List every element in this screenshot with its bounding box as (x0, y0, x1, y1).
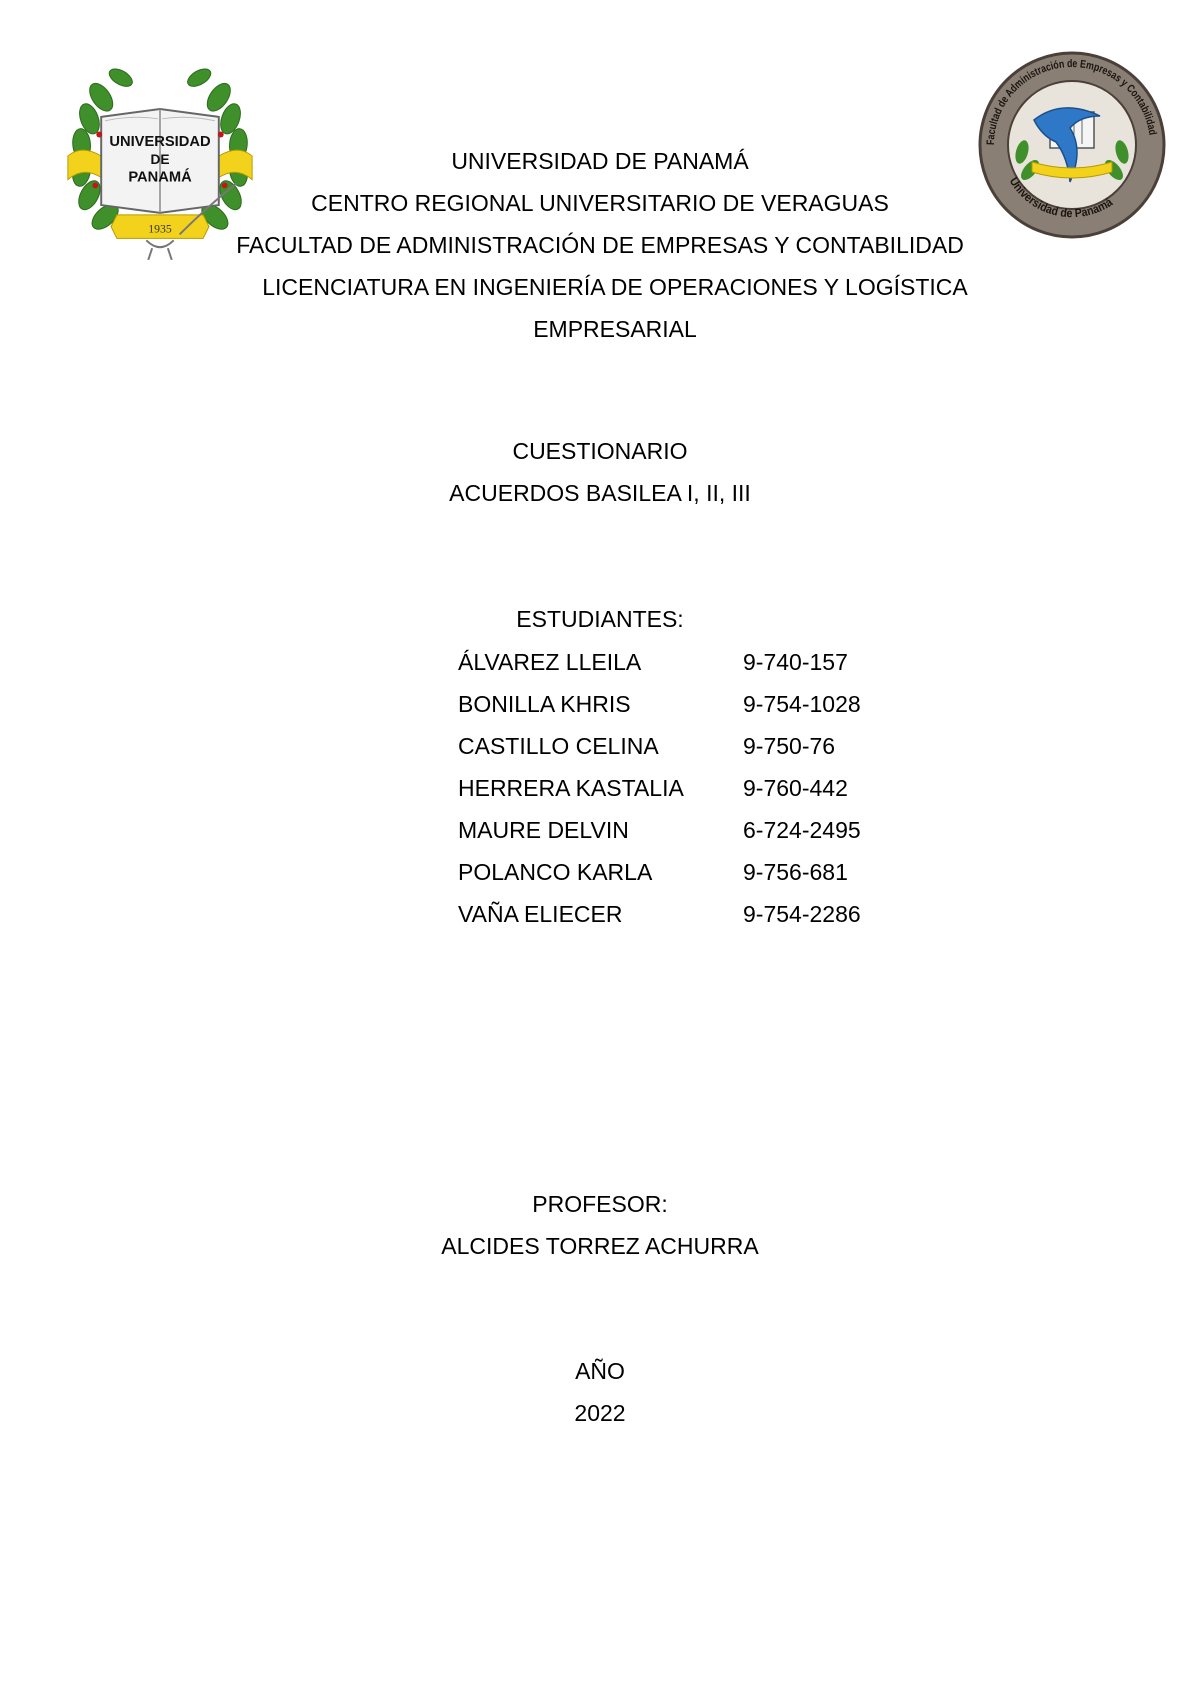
students-label: ESTUDIANTES: (516, 606, 684, 632)
student-id: 9-754-1028 (743, 691, 861, 717)
students-section (0, 598, 1200, 640)
student-name: CASTILLO CELINA (458, 733, 659, 759)
crest-text-line2: DE (150, 151, 170, 167)
student-row (458, 767, 903, 809)
degree-name-line1: LICENCIATURA EN INGENIERÍA DE OPERACIONES Y LOGÍSTICA (262, 274, 968, 300)
student-name: ÁLVAREZ LLEILA (458, 649, 642, 675)
student-row (458, 725, 903, 767)
year-label: AÑO (575, 1358, 625, 1384)
student-id: 9-750-76 (743, 733, 836, 759)
professor-label: PROFESOR: (532, 1191, 668, 1217)
document-title-block (0, 430, 1200, 514)
student-name: MAURE DELVIN (458, 817, 629, 843)
regional-center: CENTRO REGIONAL UNIVERSITARIO DE VERAGUAS (311, 190, 889, 216)
crest-text-line1: UNIVERSIDAD (109, 134, 211, 151)
institution-header (0, 140, 1200, 350)
professor-section (0, 1183, 1200, 1267)
student-name: POLANCO KARLA (458, 859, 653, 885)
student-name: VAÑA ELIECER (458, 901, 623, 927)
student-id: 9-760-442 (743, 775, 848, 801)
document-topic: ACUERDOS BASILEA I, II, III (449, 480, 751, 506)
students-list (458, 641, 903, 935)
student-id: 9-740-157 (743, 649, 848, 675)
university-name: UNIVERSIDAD DE PANAMÁ (451, 148, 749, 174)
student-name: BONILLA KHRIS (458, 691, 631, 717)
student-id: 9-754-2286 (743, 901, 861, 927)
student-name: HERRERA KASTALIA (458, 775, 684, 801)
year-value: 2022 (574, 1400, 626, 1426)
seal-ring-top-text: Facultad de Administración de Empresas y Contabilidad (984, 57, 1159, 146)
year-section (0, 1350, 1200, 1434)
student-row (458, 641, 903, 683)
seal-ring-bottom-text: Universidad de Panamá (1006, 174, 1116, 221)
student-id: 6-724-2495 (743, 817, 861, 843)
student-row (458, 683, 903, 725)
student-id: 9-756-681 (743, 859, 848, 885)
crest-year: 1935 (148, 222, 172, 236)
degree-name-line2: EMPRESARIAL (533, 316, 697, 342)
document-type: CUESTIONARIO (512, 438, 688, 464)
faculty-name: FACULTAD DE ADMINISTRACIÓN DE EMPRESAS Y CONTABILIDAD (236, 232, 964, 258)
crest-text-line3: PANAMÁ (128, 169, 192, 186)
student-row (458, 893, 903, 935)
professor-name: ALCIDES TORREZ ACHURRA (441, 1233, 759, 1259)
student-row (458, 851, 903, 893)
student-row (458, 809, 903, 851)
